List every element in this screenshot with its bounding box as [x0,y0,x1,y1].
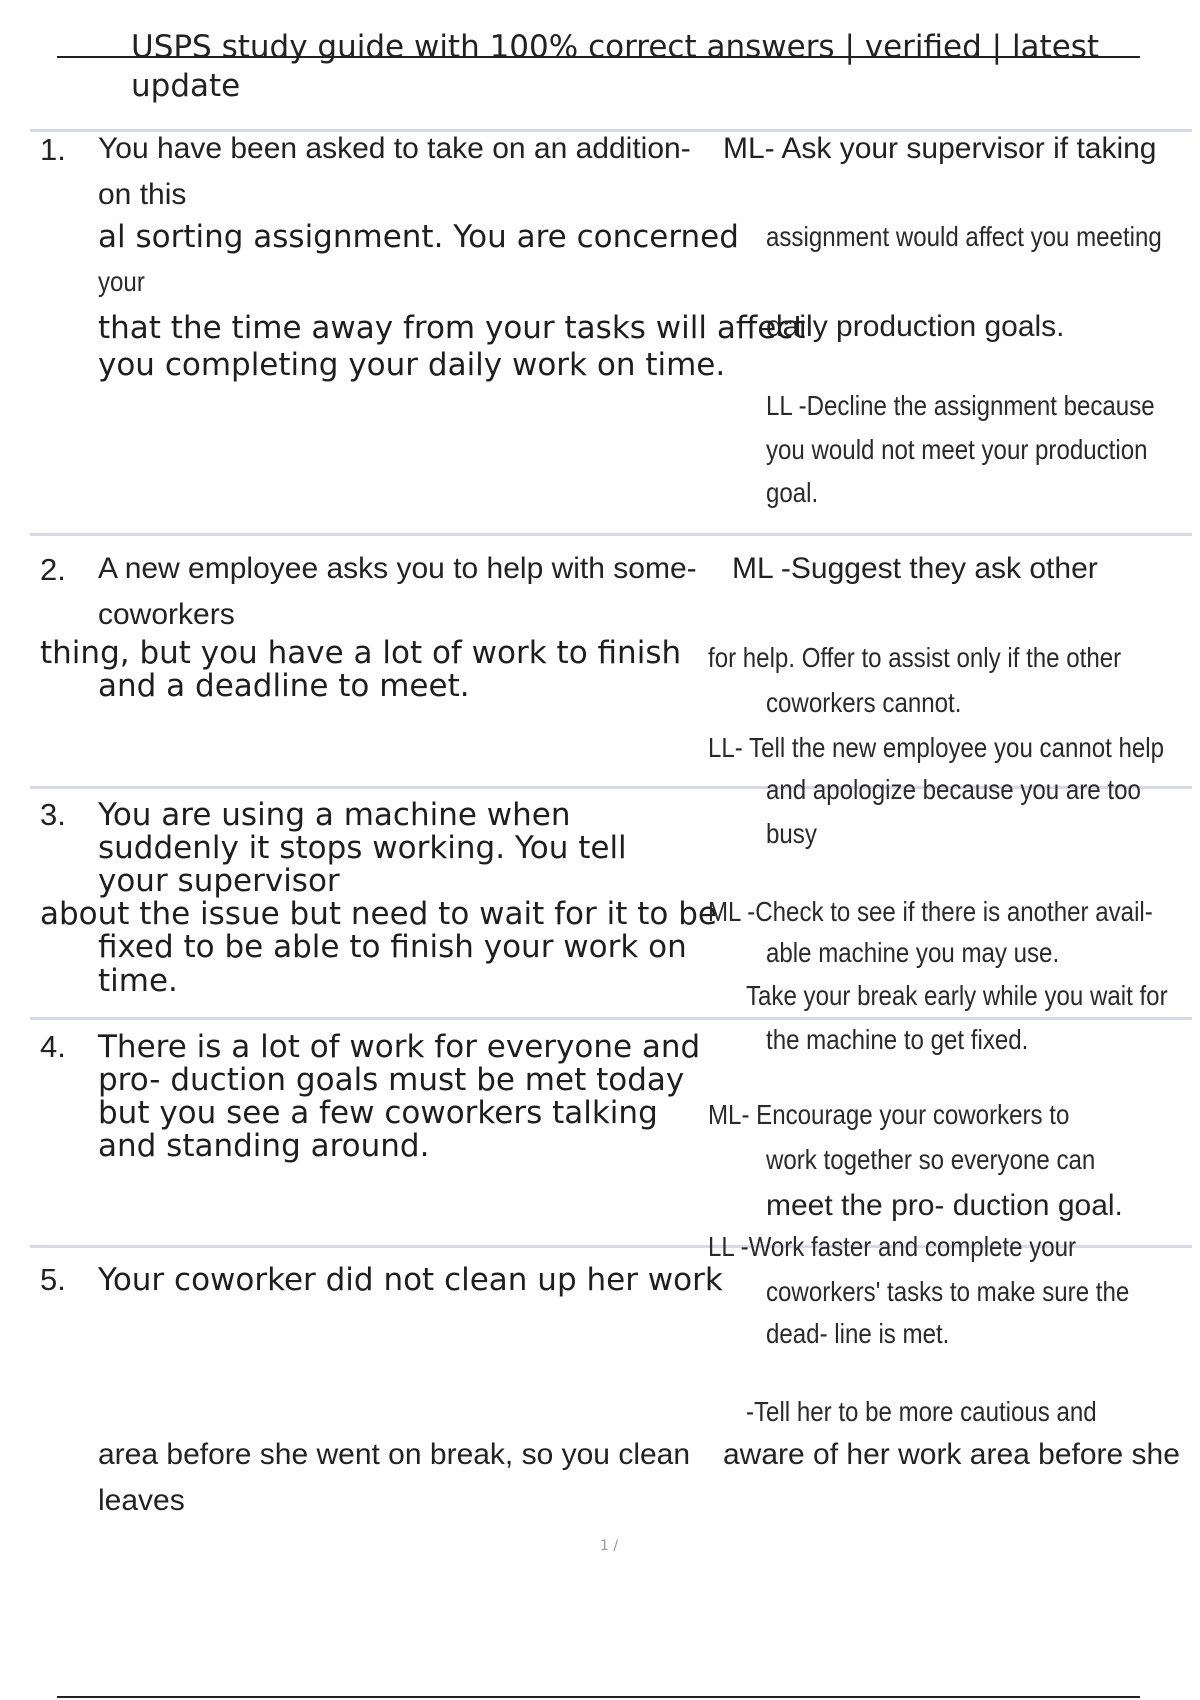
question-text: and a deadline to meet. [98,668,470,704]
answer-ml: -Tell her to be more cautious and [746,1396,1097,1427]
answer-ml: daily production goals. [766,310,1065,343]
answer-ll: coworkers' tasks to make sure the [766,1276,1130,1307]
question-text: time. [98,963,178,999]
answer-ml: work together so everyone can [766,1144,1096,1175]
answer-ml: aware of her work area before she [723,1438,1180,1471]
question-text: but you see a few coworkers talking [98,1095,658,1131]
divider-4 [30,1017,1192,1020]
question-text: There is a lot of work for everyone and [98,1029,701,1065]
question-number: 4. [40,1029,66,1064]
answer-ml: ML- Encourage your coworkers to [708,1099,1070,1130]
question-text: your [98,266,145,297]
question-number: 1. [40,132,66,167]
answer-ll: dead- line is met. [766,1318,950,1349]
question-text: leaves [98,1484,185,1517]
answer-ll: LL- Tell the new employee you cannot help [708,732,1165,763]
question-text: and standing around. [98,1128,430,1164]
question-text: you completing your daily work on time. [98,347,726,383]
answer-ll: LL -Work faster and complete your [708,1231,1077,1262]
question-text: coworkers [98,598,235,631]
question-text: your supervisor [98,863,340,899]
answer-ml: ML -Check to see if there is another avail- [708,896,1153,927]
answer-ml: able machine you may use. [766,937,1060,968]
answer-ll: you would not meet your production [766,434,1148,465]
question-text: fixed to be able to finish your work on [98,929,687,965]
question-text: Your coworker did not clean up her work [98,1262,723,1298]
question-text: suddenly it stops working. You tell [98,830,627,866]
question-text: on this [98,178,187,211]
question-text: pro- duction goals must be met today [98,1062,685,1098]
question-number: 3. [40,797,66,832]
question-number: 5. [40,1262,66,1297]
divider-2 [30,533,1192,536]
answer-ml: meet the pro- duction goal. [766,1189,1123,1222]
footer-rule [57,1696,1140,1698]
question-text: that the time away from your tasks will affect [98,310,806,346]
question-text: thing, but you have a lot of work to finish [40,635,682,671]
answer-ll: LL -Decline the assignment because [766,390,1155,421]
answer-ml: coworkers cannot. [766,687,962,718]
question-text: You are using a machine when [98,797,571,833]
answer-ml: assignment would affect you meeting [766,221,1162,252]
answer-ll: Take your break early while you wait for [746,980,1168,1011]
document-title: USPS study guide with 100% correct answers | verified | latest [131,29,1100,65]
question-text: A new employee asks you to help with some- [98,552,697,585]
question-number: 2. [40,552,66,587]
question-text: area before she went on break, so you clean [98,1438,691,1471]
page-number: 1 / [600,1538,619,1554]
answer-ll: busy [766,818,817,849]
answer-ll: and apologize because you are too [766,774,1141,805]
answer-ml: for help. Offer to assist only if the other [708,642,1122,673]
answer-ml: ML- Ask your supervisor if taking [723,132,1157,165]
answer-ml: ML -Suggest they ask other [732,552,1098,585]
question-text: You have been asked to take on an addition- [98,132,691,165]
document-title-continued: update [131,68,241,104]
answer-ll: goal. [766,477,819,508]
question-text: al sorting assignment. You are concerned [98,219,739,255]
question-text: about the issue but need to wait for it to be [40,896,717,932]
answer-ll: the machine to get fixed. [766,1024,1029,1055]
